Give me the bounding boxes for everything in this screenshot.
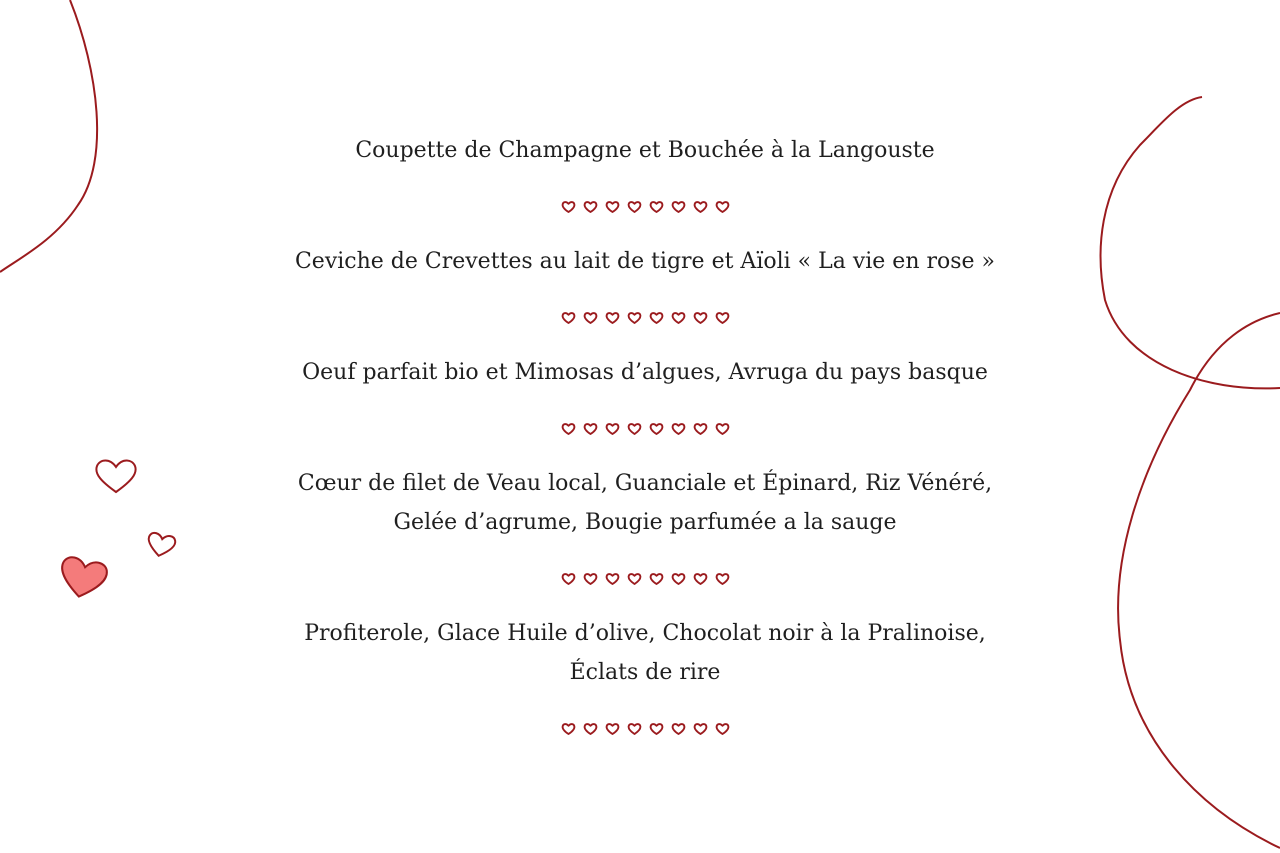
top-left-swirl-line — [0, 0, 97, 272]
heart-outline-icon — [582, 570, 599, 587]
heart-outline-icon — [692, 720, 709, 737]
heart-divider — [240, 570, 1050, 587]
heart-outline-icon — [626, 198, 643, 215]
heart-outline-icon — [670, 720, 687, 737]
heart-outline-icon — [604, 198, 621, 215]
heart-outline-icon — [670, 420, 687, 437]
heart-divider — [240, 720, 1050, 737]
heart-outline-small-icon — [146, 532, 177, 559]
menu-course-4 — [240, 464, 1050, 587]
heart-outline-icon — [604, 309, 621, 326]
heart-outline-icon — [626, 309, 643, 326]
heart-outline-icon — [714, 720, 731, 737]
heart-outline-icon — [670, 570, 687, 587]
right-swirl-line-upper — [1101, 97, 1280, 388]
heart-divider — [240, 309, 1050, 326]
heart-outline-icon — [692, 309, 709, 326]
heart-outline-icon — [692, 420, 709, 437]
heart-outline-icon — [714, 420, 731, 437]
heart-outline-icon — [604, 570, 621, 587]
heart-divider — [240, 420, 1050, 437]
heart-divider — [240, 198, 1050, 215]
menu-course-3 — [240, 353, 1050, 437]
course-text — [240, 131, 1050, 170]
heart-outline-icon — [714, 570, 731, 587]
course-line: Éclats de rire — [569, 660, 721, 685]
heart-outline-icon — [714, 198, 731, 215]
heart-outline-icon — [582, 720, 599, 737]
heart-outline-icon — [670, 309, 687, 326]
heart-outline-icon — [648, 570, 665, 587]
course-text — [240, 614, 1050, 692]
heart-outline-icon — [560, 570, 577, 587]
heart-outline-icon — [560, 309, 577, 326]
course-line: Gelée d’agrume, Bougie parfumée a la sauge — [393, 510, 897, 535]
heart-outline-icon — [648, 309, 665, 326]
heart-outline-icon — [560, 720, 577, 737]
heart-outline-icon — [604, 420, 621, 437]
heart-outline-icon — [604, 720, 621, 737]
heart-outline-icon — [582, 309, 599, 326]
heart-outline-icon — [560, 198, 577, 215]
heart-outline-icon — [648, 420, 665, 437]
right-swirl-line-lower — [1118, 313, 1280, 848]
menu-course-1 — [240, 131, 1050, 215]
course-line: Profiterole, Glace Huile d’olive, Chocolat noir à la Pralinoise, — [304, 621, 986, 646]
course-text — [240, 242, 1050, 281]
course-line: Oeuf parfait bio et Mimosas d’algues, Avruga du pays basque — [302, 360, 988, 385]
heart-outline-icon — [582, 420, 599, 437]
heart-outline-icon — [692, 570, 709, 587]
heart-outline-icon — [582, 198, 599, 215]
heart-outline-icon — [648, 720, 665, 737]
menu-list — [240, 131, 1050, 764]
heart-outline-icon — [670, 198, 687, 215]
heart-outline-icon — [626, 720, 643, 737]
heart-outline-large-icon — [96, 461, 135, 493]
menu-course-5 — [240, 614, 1050, 737]
heart-filled-icon — [57, 555, 109, 601]
heart-outline-icon — [714, 309, 731, 326]
course-line: Ceviche de Crevettes au lait de tigre et Aïoli « La vie en rose » — [294, 249, 996, 274]
course-line: Cœur de filet de Veau local, Guanciale et Épinard, Riz Vénéré, — [297, 471, 993, 496]
heart-outline-icon — [648, 198, 665, 215]
menu-course-2 — [240, 242, 1050, 326]
heart-outline-icon — [626, 420, 643, 437]
course-line: Coupette de Champagne et Bouchée à la Langouste — [355, 138, 935, 163]
heart-outline-icon — [692, 198, 709, 215]
course-text — [240, 353, 1050, 392]
course-text — [240, 464, 1050, 542]
heart-outline-icon — [626, 570, 643, 587]
heart-outline-icon — [560, 420, 577, 437]
